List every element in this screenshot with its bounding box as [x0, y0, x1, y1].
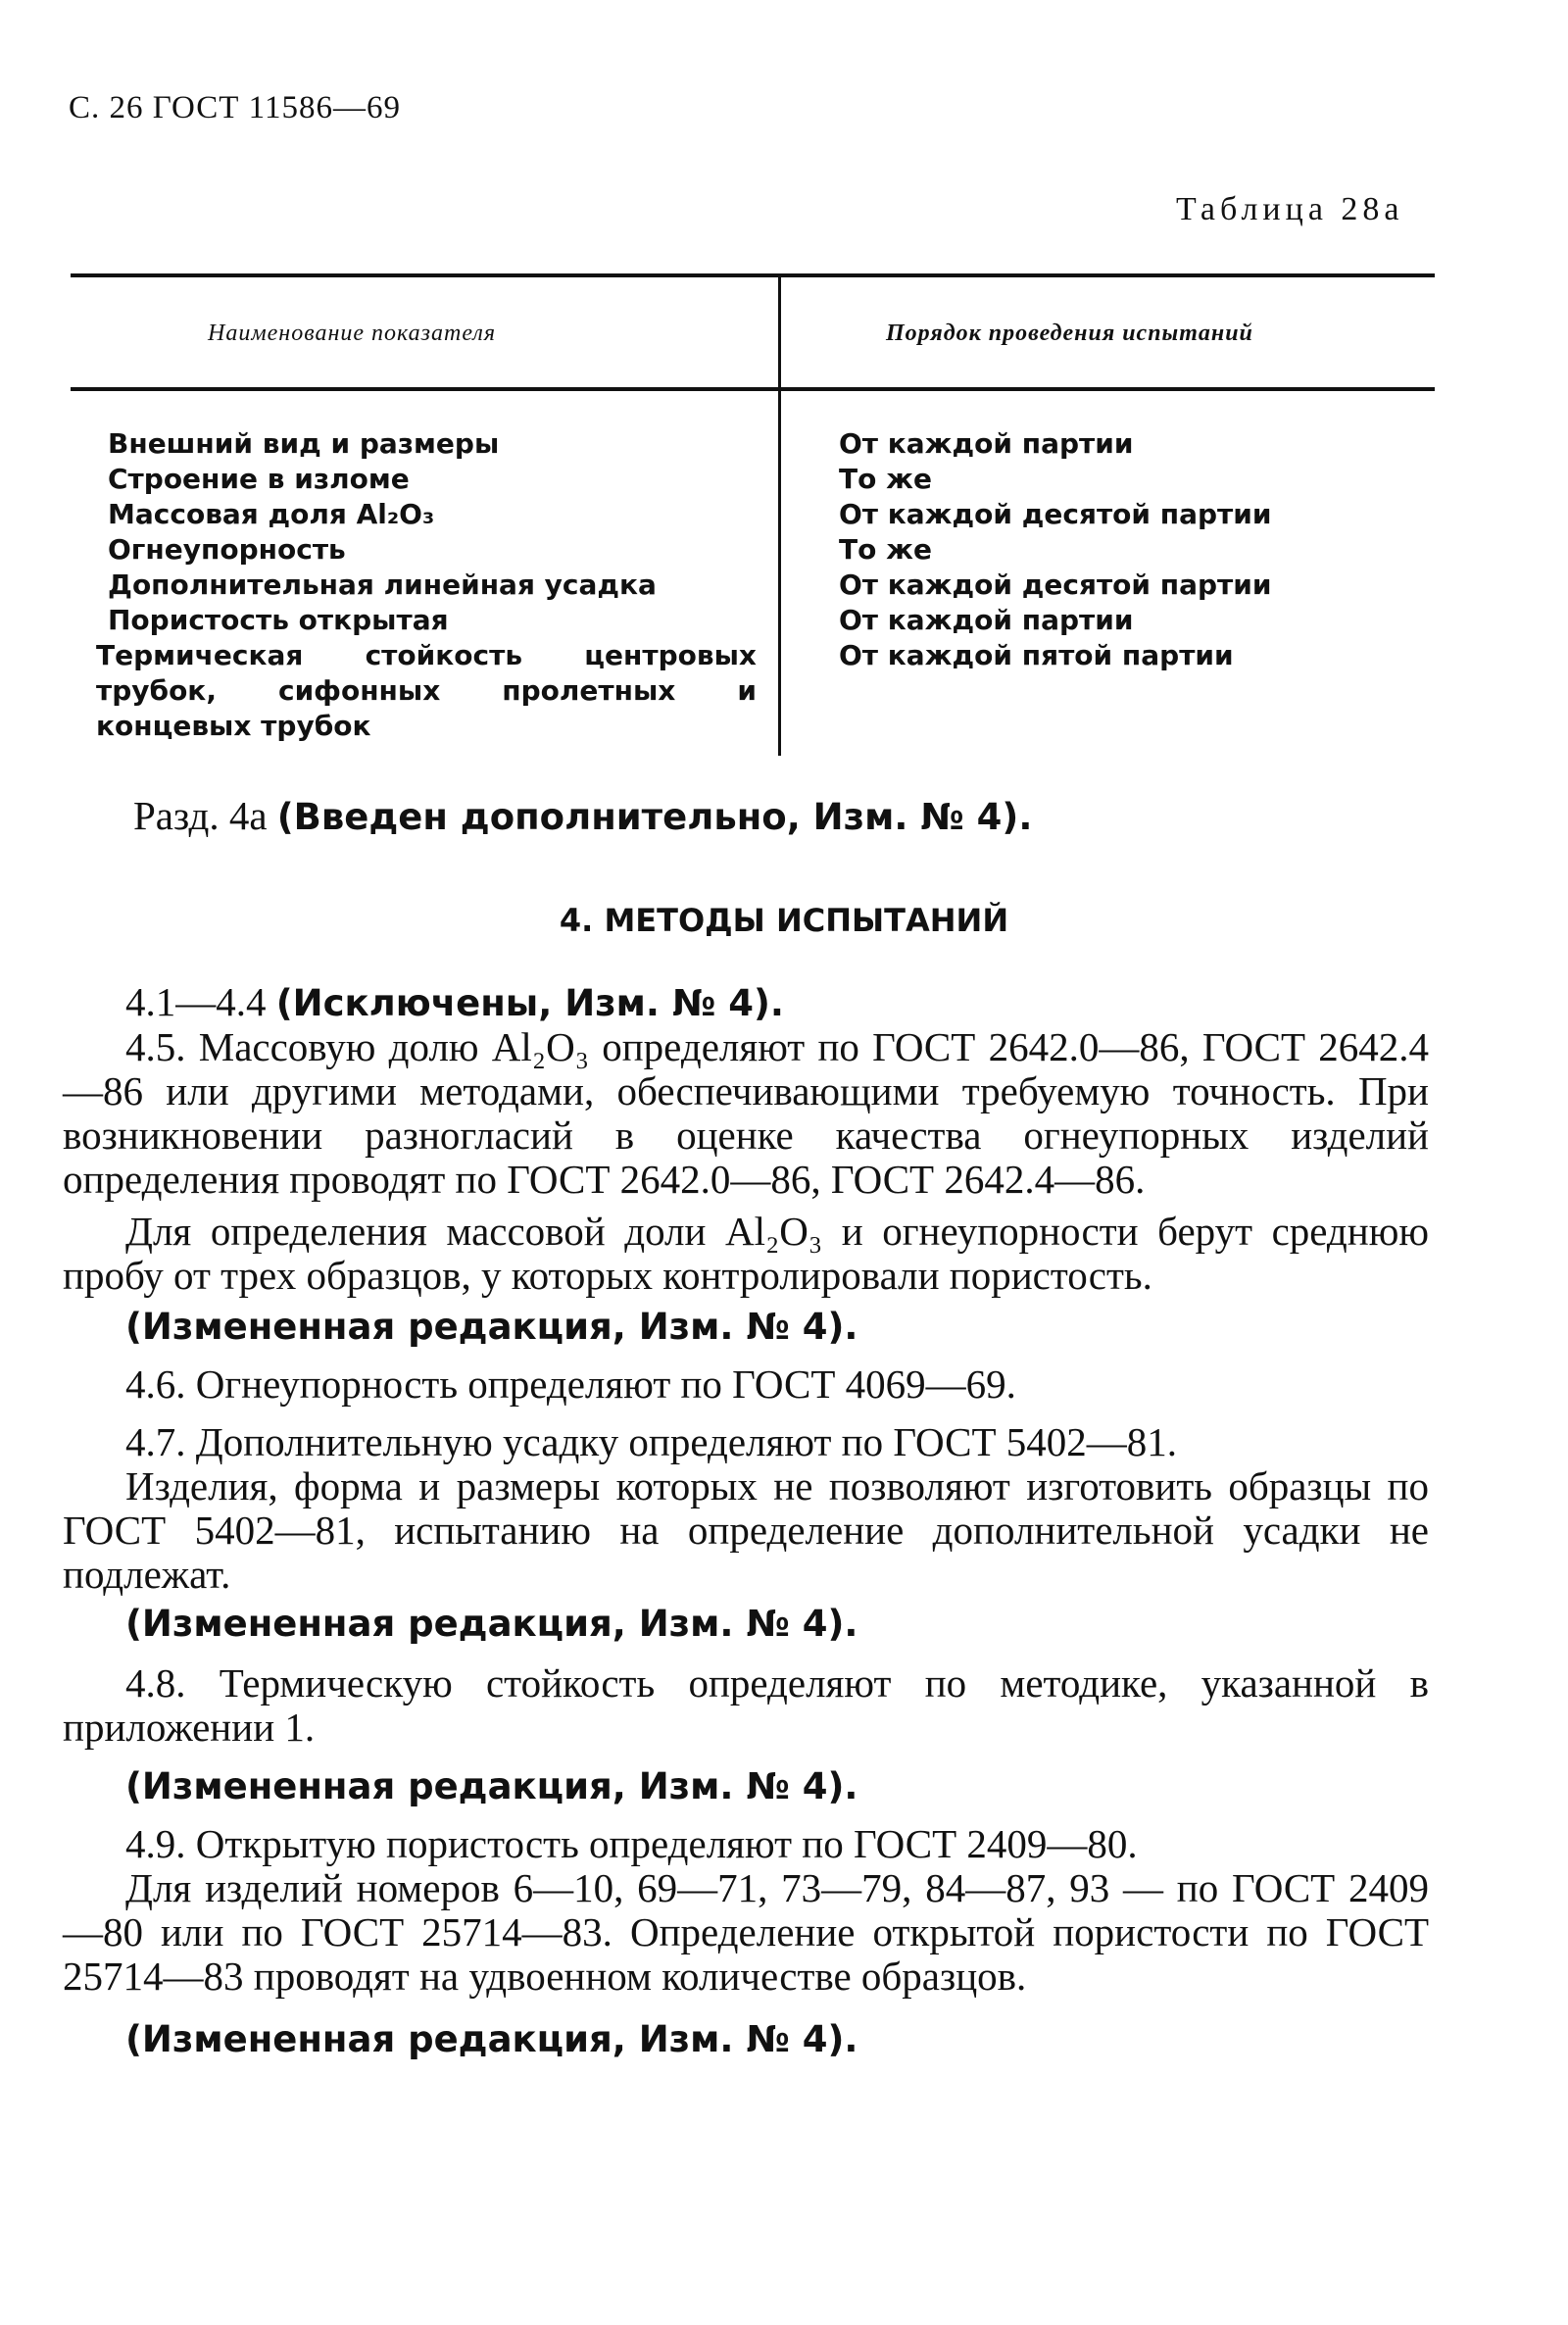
amendment-note-text: (Измененная редакция, Изм. № 4). [125, 2018, 858, 2060]
indicator-column [71, 426, 757, 744]
table-cell: Термическая стойкость центровых трубок, сифонных пролетных и концевых трубок [96, 639, 757, 742]
section-note-prefix: Разд. 4а [133, 793, 277, 838]
column-header-procedure: Порядок проведения испытаний [886, 321, 1253, 346]
table-header-rule [71, 387, 1435, 391]
procedure-column [839, 426, 1272, 673]
table-cell: От каждой партии [839, 604, 1134, 636]
paragraph-4-1 [63, 980, 1429, 1025]
requirements-table [71, 270, 1435, 760]
table-cell: Массовая доля Al₂O₃ [108, 498, 435, 530]
section-note [133, 792, 1032, 839]
table-cell: Внешний вид и размеры [108, 427, 500, 460]
table-top-rule [71, 273, 1435, 277]
amendment-note [63, 2016, 1429, 2061]
paragraph-4-5: 4.5. Массовую долю Al₂O₃ определяют по ГОСТ 2642.0—86, ГОСТ 2642.4—86 или другими методами, обеспечивающими требуемую точность. При возникновении разногласий в оценке качества огнеупорных изделий определения проводят по ГОСТ 2642.0—86, ГОСТ 2642.4—86. [63, 1024, 1429, 1202]
table-cell: От каждой партии [839, 427, 1134, 460]
table-cell: То же [839, 463, 932, 495]
table-cell: Огнеупорность [108, 533, 346, 566]
paragraph-4-9: 4.9. Открытую пористость определяют по ГОСТ 2409—80. [125, 1821, 1138, 1866]
paragraph-4-5-b: Для определения массовой доли Al₂O₃ и огнеупорности берут среднюю пробу от трех образцов, у которых контролировали пористость. [63, 1209, 1429, 1298]
amendment-note-text: (Измененная редакция, Изм. № 4). [125, 1765, 858, 1807]
table-cell: От каждой десятой партии [839, 569, 1272, 601]
amendment-note [63, 1601, 1429, 1646]
amendment-note-text: (Измененная редакция, Изм. № 4). [125, 1603, 858, 1645]
paragraph-4-9-b: Для изделий номеров 6—10, 69—71, 73—79, 84—87, 93 — по ГОСТ 2409—80 или по ГОСТ 25714—83. Определение открытой пористости по ГОСТ 25714—83 проводят на удвоенном количестве образцов. [63, 1865, 1429, 1999]
page-header: С. 26 ГОСТ 11586—69 [69, 90, 401, 125]
table-caption: Таблица 28а [1176, 191, 1404, 227]
table-cell: Строение в изломе [108, 463, 410, 495]
table-cell: Пористость открытая [108, 604, 449, 636]
amendment-note: (Исключены, Изм. № 4). [275, 982, 784, 1024]
paragraph-4-6: 4.6. Огнеупорность определяют по ГОСТ 4069—69. [125, 1361, 1016, 1407]
clause-number: 4.1—4.4 [125, 979, 276, 1024]
table-cell: То же [839, 533, 932, 566]
amendment-note [63, 1763, 1429, 1808]
amendment-note [63, 1304, 1429, 1349]
table-cell: От каждой пятой партии [839, 639, 1234, 671]
paragraph-4-8: 4.8. Термическую стойкость определяют по методике, указанной в приложении 1. [63, 1660, 1429, 1750]
paragraph-4-7-b: Изделия, форма и размеры которых не позволяют изготовить образцы по ГОСТ 5402—81, испытанию на определение дополнительной усадки не подлежат. [63, 1463, 1429, 1597]
amendment-note-text: (Измененная редакция, Изм. № 4). [125, 1306, 858, 1348]
section-note-amendment: (Введен дополнительно, Изм. № 4). [276, 796, 1033, 838]
column-header-indicator: Наименование показателя [208, 321, 497, 346]
table-cell: Дополнительная линейная усадка [108, 569, 657, 601]
methods-text [63, 980, 1429, 2061]
paragraph-4-7: 4.7. Дополнительную усадку определяют по ГОСТ 5402—81. [125, 1419, 1178, 1464]
table-cell: От каждой десятой партии [839, 498, 1272, 530]
table-column-divider [778, 275, 781, 756]
section-heading: 4. МЕТОДЫ ИСПЫТАНИЙ [559, 902, 1009, 939]
